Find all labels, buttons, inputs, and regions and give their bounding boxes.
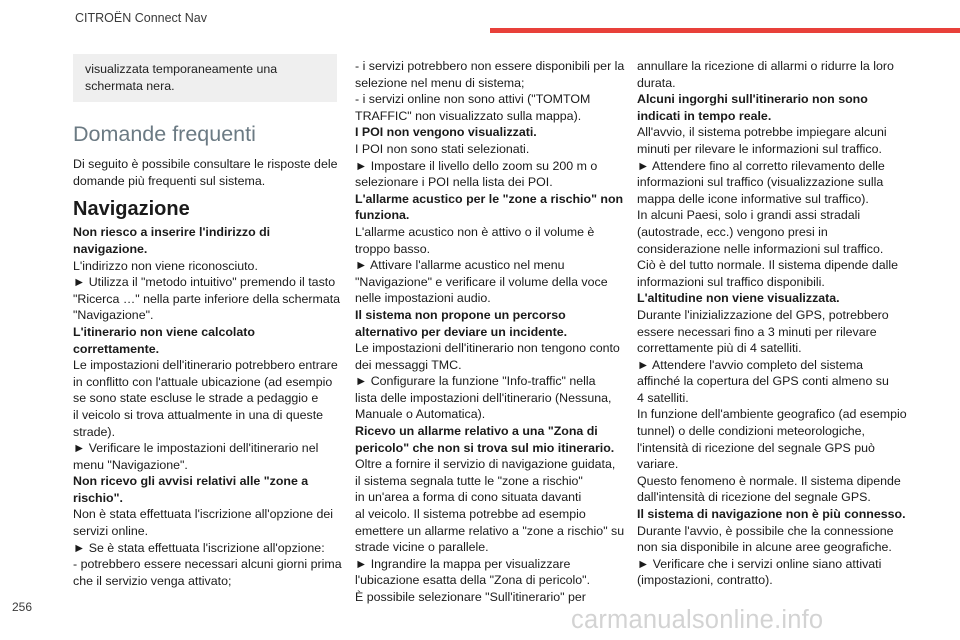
text-line: dei messaggi TMC.: [355, 357, 462, 372]
question-line: alternativo per deviare un incidente.: [355, 324, 568, 339]
text-line: Le impostazioni dell'itinerario potrebbero entrare: [73, 358, 338, 373]
text-line: il veicolo si trova attualmente in una di queste: [73, 407, 324, 422]
text-line: nelle impostazioni audio.: [355, 291, 491, 306]
text-line: TRAFFIC" non visualizzato sulla mappa).: [355, 108, 582, 123]
question-line: L'itinerario non viene calcolato: [73, 324, 255, 339]
text-line: ► Se è stata effettuata l'iscrizione all'opzione:: [73, 540, 325, 555]
text-line: minuti per rilevare le informazioni sul traffico.: [637, 141, 882, 156]
text-line: L'allarme acustico non è attivo o il volume è: [355, 224, 595, 239]
text-line: se sono state escluse le strade a pedaggio e: [73, 391, 319, 406]
text-line: durata.: [637, 75, 676, 90]
text-line: "Ricerca …" nella parte inferiore della schermata: [73, 291, 341, 306]
text-line: informazioni sul traffico (visualizzazione sulla: [637, 175, 884, 190]
question-line: L'allarme acustico per le "zone a rischio" non: [355, 191, 624, 206]
intro-paragraph: [73, 156, 337, 189]
text-line: ► Configurare la funzione "Info-traffic" nella: [355, 374, 596, 389]
question-line: navigazione.: [73, 241, 148, 256]
question-line: rischio".: [73, 490, 123, 505]
text-line: al veicolo. Il sistema potrebbe ad esempio: [355, 507, 586, 522]
text-line: ► Utilizza il "metodo intuitivo" premendo il tasto: [73, 275, 336, 290]
text-line: - i servizi potrebbero non essere disponibili per la: [355, 59, 625, 73]
text-line: Durante l'avvio, è possibile che la connessione: [637, 523, 894, 538]
text-line: ► Attendere fino al corretto rilevamento delle: [637, 158, 885, 173]
text-line: variare.: [637, 457, 679, 472]
text-line: 4 satelliti.: [637, 390, 689, 405]
text-line: che il servizio venga attivato;: [73, 573, 232, 588]
question-line: Alcuni ingorghi sull'itinerario non sono: [637, 92, 868, 107]
text-line: (impostazioni, contratto).: [637, 573, 773, 588]
question-line: indicati in tempo reale.: [637, 108, 772, 123]
text-line: Ciò è del tutto normale. Il sistema dipende dalle: [637, 258, 899, 273]
text-line: I POI non sono stati selezionati.: [355, 141, 530, 156]
text-line: in conflitto con l'attuale ubicazione (ad esempio: [73, 374, 333, 389]
question-line: Il sistema non propone un percorso: [355, 307, 566, 322]
note-line: schermata nera.: [85, 78, 175, 93]
question-line: Ricevo un allarme relativo a una "Zona di: [355, 424, 598, 439]
text-line: L'indirizzo non viene riconosciuto.: [73, 258, 258, 273]
header-accent-bar: [490, 28, 960, 33]
text-line: "Navigazione" e verificare il volume della voce: [355, 274, 608, 289]
page-number: 256: [12, 600, 33, 614]
text-line: l'intensità di ricezione del segnale GPS può: [637, 440, 875, 455]
text-line: Questo fenomeno è normale. Il sistema dipende: [637, 473, 901, 488]
text-line: ► Impostare il livello dello zoom su 200 m o: [355, 158, 598, 173]
header-title: CITROËN Connect Nav: [75, 11, 207, 25]
text-line: In funzione dell'ambiente geografico (ad esempio: [637, 407, 907, 422]
text-line: - i servizi online non sono attivi ("TOMTOM: [355, 92, 591, 107]
question-line: Non ricevo gli avvisi relativi alle "zone a: [73, 474, 309, 489]
text-line: ► Attendere l'avvio completo del sistema: [637, 357, 864, 372]
question-line: pericolo" che non si trova sul mio itinerario.: [355, 440, 615, 455]
question-line: I POI non vengono visualizzati.: [355, 125, 537, 140]
subsection-title: Navigazione: [73, 198, 190, 221]
note-box: [73, 54, 337, 102]
text-line: selezionare i POI nella lista dei POI.: [355, 175, 553, 190]
question-line: correttamente.: [73, 341, 160, 356]
text-line: lista delle impostazioni dell'itinerario (Nessuna,: [355, 390, 612, 405]
text-line: È possibile selezionare "Sull'itinerario" per: [355, 590, 586, 604]
text-line: informazioni sul traffico disponibili.: [637, 274, 825, 289]
column-1-body: [73, 224, 342, 589]
text-line: il sistema segnala tutte le "zone a rischio": [355, 473, 583, 488]
text-line: mappa delle icone informative sul traffico).: [637, 191, 869, 206]
text-line: annullare la ricezione di allarmi o ridurre la loro: [637, 59, 894, 73]
question-line: Il sistema di navigazione non è più connesso.: [637, 507, 906, 522]
question-line: L'altitudine non viene visualizzata.: [637, 291, 840, 306]
text-line: selezione nel menu di sistema;: [355, 75, 525, 90]
text-line: Oltre a fornire il servizio di navigazione guidata,: [355, 457, 616, 472]
column-1: [73, 54, 342, 589]
text-line: l'ubicazione esatta della "Zona di pericolo".: [355, 573, 591, 588]
watermark: carmanualsonline.info: [571, 606, 824, 634]
text-line: tunnel) o delle condizioni meteorologiche,: [637, 424, 865, 439]
text-line: Manuale o Automatica).: [355, 407, 486, 422]
intro-line: Di seguito è possibile consultare le risposte dele: [73, 157, 338, 172]
text-line: Le impostazioni dell'itinerario non tengono conto: [355, 341, 620, 356]
text-line: ► Verificare le impostazioni dell'itinerario nel: [73, 441, 319, 456]
column-3: [637, 58, 907, 589]
text-line: strade).: [73, 424, 116, 439]
text-line: In alcuni Paesi, solo i grandi assi stradali: [637, 208, 861, 223]
text-line: emettere un allarme relativo a "zone a rischio" su: [355, 523, 625, 538]
text-line: troppo basso.: [355, 241, 431, 256]
text-line: ► Verificare che i servizi online siano attivati: [637, 556, 882, 571]
column-2: [355, 58, 625, 606]
question-line: funziona.: [355, 208, 410, 223]
section-title: Domande frequenti: [73, 122, 256, 147]
text-line: ► Ingrandire la mappa per visualizzare: [355, 556, 571, 571]
intro-line: domande più frequenti sul sistema.: [73, 173, 266, 188]
text-line: servizi online.: [73, 524, 149, 539]
text-line: essere necessari fino a 3 minuti per rilevare: [637, 324, 877, 339]
text-line: ► Attivare l'allarme acustico nel menu: [355, 258, 565, 273]
question-line: Non riesco a inserire l'indirizzo di: [73, 225, 271, 240]
text-line: non sia disponibile in alcune aree geografiche.: [637, 540, 892, 555]
text-line: affinché la copertura del GPS conti almeno su: [637, 374, 889, 389]
text-line: "Navigazione".: [73, 308, 154, 323]
text-line: Non è stata effettuata l'iscrizione all'opzione dei: [73, 507, 334, 522]
text-line: Durante l'inizializzazione del GPS, potrebbero: [637, 307, 889, 322]
text-line: (autostrade, ecc.) vengono presi in: [637, 224, 828, 239]
text-line: correttamente più di 4 satelliti.: [637, 341, 802, 356]
text-line: dall'intensità di ricezione del segnale GPS.: [637, 490, 871, 505]
note-line: visualizzata temporaneamente una: [85, 62, 278, 76]
text-line: - potrebbero essere necessari alcuni giorni prima: [73, 557, 342, 572]
text-line: considerazione nelle informazioni sul traffico.: [637, 241, 884, 256]
text-line: All'avvio, il sistema potrebbe impiegare alcuni: [637, 125, 887, 140]
text-line: strade vicine o parallele.: [355, 540, 489, 555]
text-line: menu "Navigazione".: [73, 457, 188, 472]
text-line: in un'area a forma di cono situata davanti: [355, 490, 582, 505]
